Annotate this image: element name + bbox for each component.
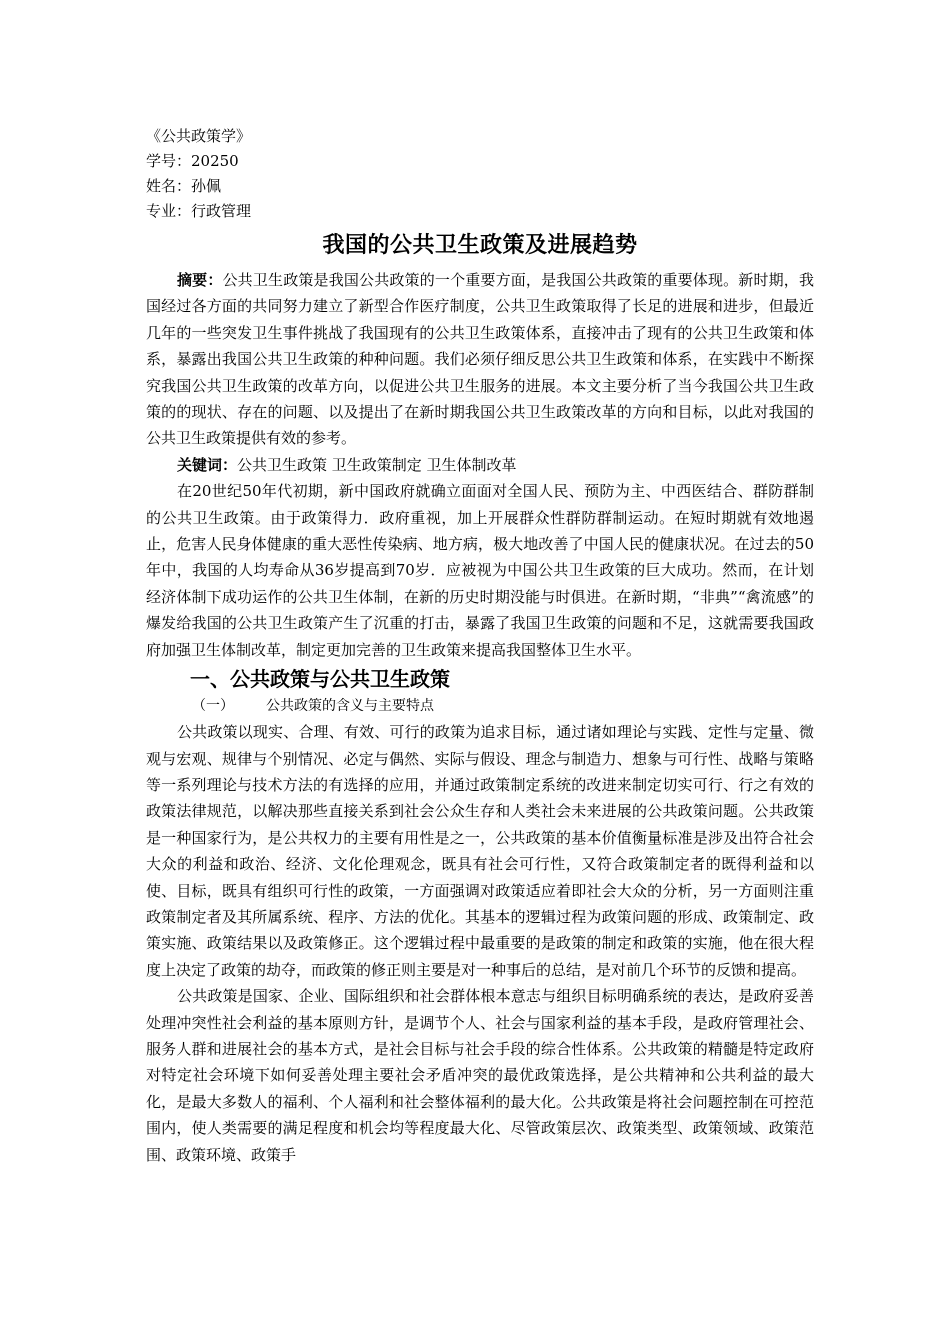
- keywords-paragraph: [146, 452, 814, 478]
- abstract-paragraph: [146, 267, 814, 452]
- page-title: 我国的公共卫生政策及进展趋势: [322, 233, 638, 258]
- body-paragraph-1: 公共政策以现实、合理、有效、可行的政策为追求目标，通过诸如理论与实践、定性与定量、微观与宏观、规律与个别情况、必定与偶然、实际与假设、理念与制造力、想象与可行性、战略与策略等一系列理论与技术方法的有选择的应用，并通过政策制定系统的改进来制定切实可行、行之有效的政策法律规范，以解决那些直接关系到社会公众生存和人类社会未来进展的公共政策问题。公共政策是一种国家行为，是公共权力的主要有用性是之一，公共政策的基本价值衡量标准是涉及出符合社会大众的利益和政治、经济、文化伦理观念，既具有社会可行性，又符合政策制定者的既得利益和以使、目标，既具有组织可行性的政策，一方面强调对政策适应着即社会大众的分析，另一方面则注重政策制定者及其所属系统、程序、方法的优化。其基本的逻辑过程为政策问题的形成、政策制定、政策实施、政策结果以及政策修正。这个逻辑过程中最重要的是政策的制定和政策的实施，他在很大程度上决定了政策的劫夺，而政策的修正则主要是对一种事后的总结，是对前几个环节的反馈和提高。: [146, 723, 814, 979]
- sub-heading-title: 公共政策的含义与主要特点: [266, 698, 434, 715]
- student-name: 姓名：孙佩: [146, 177, 222, 195]
- body-paragraph-2: 公共政策是国家、企业、国际组织和社会群体根本意志与组织目标明确系统的表达，是政府妥善处理冲突性社会利益的基本原则方针，是调节个人、社会与国家利益的基本手段，是政府管理社会、服务人群和进展社会的基本方式，是社会目标与社会手段的综合性体系。公共政策的精髓是特定政府对特定社会环境下如何妥善处理主要社会矛盾冲突的最优政策选择，是公共精神和公共利益的最大化，是最大多数人的福利、个人福利和社会整体福利的最大化。公共政策是将社会问题控制在可控范围内，使人类需要的满足程度和机会均等程度最大化、尽管政策层次、政策类型、政策领域、政策范围、政策环境、政策手: [146, 987, 814, 1164]
- abstract-label: 摘要：: [177, 271, 223, 289]
- student-major: 专业：行政管理: [146, 202, 252, 220]
- sub-heading-1: [146, 695, 814, 717]
- student-id: 学号：20250: [146, 152, 239, 170]
- intro-paragraph: 在20世纪50年代初期，新中国政府就确立面面对全国人民、预防为主、中西医结合、群防群制的公共卫生政策。由于政策得力．政府重视，加上开展群众性群防群制运动。在短时期就有效地遏止，危害人民身体健康的重大恶性传染病、地方病，极大地改善了中国人民的健康状况。在过去的50年中，我国的人均寿命从36岁提高到70岁．应被视为中国公共卫生政策的巨大成功。然而，在计划经济体制下成功运作的公共卫生体制，在新的历史时期没能与时俱进。在新时期，“非典”“禽流感”的爆发给我国的公共卫生政策产生了沉重的打击，暴露了我国卫生政策的问题和不足，这就需要我国政府加强卫生体制改革，制定更加完善的卫生政策来提高我国整体卫生水平。: [146, 482, 814, 659]
- sub-heading-number: （一）: [192, 698, 234, 715]
- abstract-text: 公共卫生政策是我国公共政策的一个重要方面，是我国公共政策的重要体现。新时期，我国经过各方面的共同努力建立了新型合作医疗制度，公共卫生政策取得了长足的进展和进步，但最近几年的一些突发卫生事件挑战了我国现有的公共卫生政策体系，直接冲击了现有的公共卫生政策和体系，暴露出我国公共卫生政策的种种问题。我们必须仔细反思公共卫生政策和体系，在实践中不断探究我国公共卫生政策的改革方向，以促进公共卫生服务的进展。本文主要分析了当今我国公共卫生政策的的现状、存在的问题、以及提出了在新时期我国公共卫生政策改革的方向和目标，以此对我国的公共卫生政策提供有效的参考。: [146, 271, 814, 448]
- document-page: [146, 124, 814, 1168]
- keywords-label: 关键词：: [177, 455, 238, 474]
- keywords-text: 公共卫生政策 卫生政策制定 卫生体制改革: [237, 455, 517, 474]
- course-name: 《公共政策学》: [146, 127, 252, 145]
- section-heading-1: 一、公共政策与公共卫生政策: [190, 667, 450, 692]
